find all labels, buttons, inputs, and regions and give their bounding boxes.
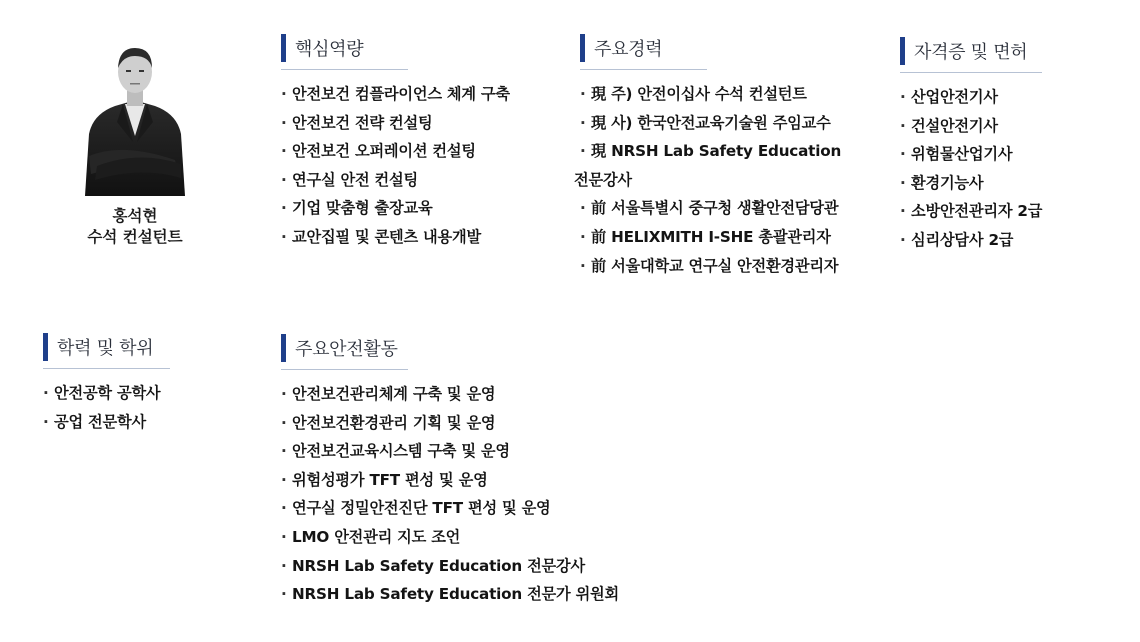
list-item: · 안전보건관리체계 구축 및 운영 [281, 385, 496, 403]
list-item: · 환경기능사 [900, 173, 984, 192]
section-accent-bar [281, 334, 286, 362]
section-accent-bar [900, 37, 905, 65]
list-item: · 소방안전관리자 2급 [900, 202, 1043, 221]
list-item: · LMO 안전관리 지도 조언 [281, 527, 461, 546]
section-accent-bar [580, 34, 585, 62]
list-item: · 연구실 정밀안전진단 TFT 편성 및 운영 [281, 499, 551, 518]
list-item: · 심리상담사 2급 [900, 230, 1014, 249]
profile-title: 수석 컨설턴트 [87, 228, 183, 246]
list-item: · 現 NRSH Lab Safety Education 전문강사 [574, 142, 842, 189]
safety-activities-section [281, 333, 619, 609]
list-item: · 안전보건환경관리 기획 및 운영 [281, 413, 496, 432]
core-list [281, 80, 510, 252]
career-section [574, 33, 842, 280]
list-item: · 공업 전문학사 [43, 412, 146, 431]
list-item: · 건설안전기사 [900, 116, 998, 135]
activities-list [281, 380, 619, 609]
list-item: · 기업 맞춤형 출장교육 [281, 199, 433, 218]
list-item: · 안전보건교육시스템 구축 및 운영 [281, 442, 510, 461]
education-list [43, 379, 170, 436]
section-underline [281, 69, 408, 70]
list-item: · 前 서울대학교 연구실 안전환경관리자 [580, 256, 839, 275]
list-item: · 안전공학 공학사 [43, 384, 161, 402]
section-underline [281, 369, 408, 370]
list-item: · 안전보건 전략 컨설팅 [281, 113, 433, 132]
section-accent-bar [281, 34, 286, 62]
list-item: · 現 주) 안전이십사 수석 컨설턴트 [580, 85, 807, 103]
section-underline [900, 72, 1042, 73]
section-accent-bar [43, 333, 48, 361]
section-title: 학력 및 학위 [57, 338, 154, 359]
license-list [900, 83, 1042, 255]
list-item: · 現 사) 한국안전교육기술원 주임교수 [580, 113, 831, 132]
section-title: 핵심역량 [295, 39, 364, 60]
list-item: · 안전보건 오퍼레이션 컨설팅 [281, 142, 476, 161]
list-item: · 안전보건 컴플라이언스 체계 구축 [281, 85, 510, 103]
list-item: · 위험성평가 TFT 편성 및 운영 [281, 470, 488, 489]
license-section [900, 36, 1042, 255]
section-title: 주요안전활동 [295, 339, 398, 360]
list-item: · 교안집필 및 콘텐츠 내용개발 [281, 227, 481, 246]
core-competency-section [281, 33, 510, 252]
education-section [43, 332, 170, 436]
list-item: · NRSH Lab Safety Education 전문가 위원회 [281, 585, 619, 604]
list-item: · 연구실 안전 컨설팅 [281, 170, 418, 189]
profile-name: 홍석현 [112, 207, 158, 225]
career-list [574, 80, 842, 280]
profile-card [40, 38, 230, 248]
section-underline [43, 368, 170, 369]
list-item: · NRSH Lab Safety Education 전문강사 [281, 556, 585, 575]
section-title: 자격증 및 면허 [914, 42, 1028, 63]
section-underline [580, 69, 707, 70]
section-title: 주요경력 [594, 39, 663, 60]
list-item: · 산업안전기사 [900, 88, 998, 106]
profile-photo [83, 38, 187, 196]
list-item: · 위험물산업기사 [900, 145, 1013, 164]
list-item: · 前 HELIXMITH I-SHE 총괄관리자 [580, 227, 831, 246]
list-item: · 前 서울특별시 중구청 생활안전담당관 [580, 199, 839, 218]
